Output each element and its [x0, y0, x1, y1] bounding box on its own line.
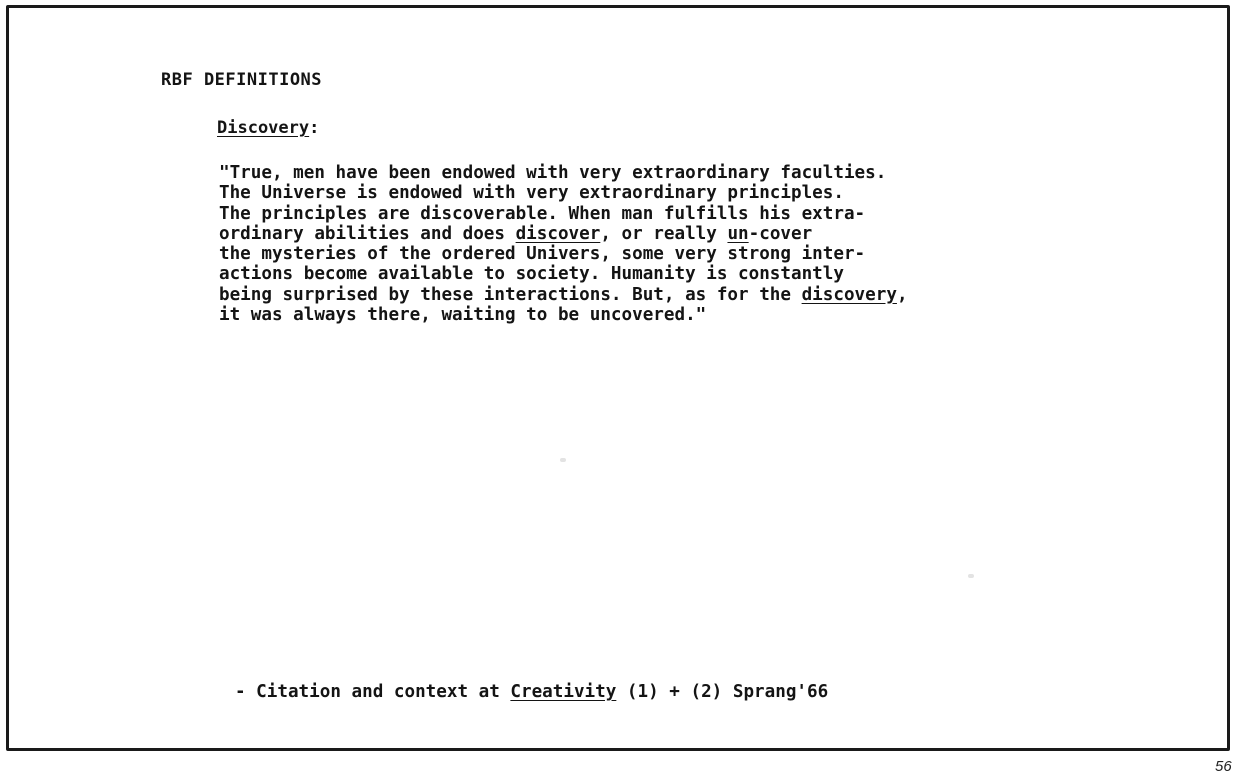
paper-speck	[560, 458, 566, 462]
citation-suffix: (1) + (2) Sprang'66	[616, 682, 829, 702]
term-colon: :	[309, 118, 320, 138]
quote-text: ordinary abilities and does	[219, 223, 516, 244]
definition-quote	[219, 163, 1179, 325]
paper-speck	[968, 574, 974, 578]
underlined-word: discovery	[801, 284, 897, 305]
quote-text: -cover	[748, 223, 813, 244]
quote-line	[219, 244, 1179, 264]
citation-prefix: - Citation and context at	[235, 682, 511, 702]
term-title	[217, 118, 319, 138]
quote-text: ,	[896, 284, 908, 305]
quote-line	[219, 305, 1179, 325]
quote-text: The Universe is endowed with very extraordinary principles.	[219, 183, 844, 204]
quote-line	[219, 224, 1179, 244]
quote-line	[219, 204, 1179, 224]
underlined-word: discover	[515, 223, 601, 244]
definition-card	[6, 5, 1230, 751]
underlined-word: un	[727, 223, 749, 244]
term-word: Discovery	[217, 118, 310, 138]
quote-line	[219, 285, 1179, 305]
quote-text: "True, men have been endowed with very extraordinary faculties.	[219, 163, 887, 183]
quote-text: , or really	[600, 223, 728, 244]
quote-line	[219, 183, 1179, 203]
quote-line	[219, 163, 1179, 183]
card-heading: RBF DEFINITIONS	[161, 70, 323, 90]
quote-text: the mysteries of the ordered Univers, some very strong inter-	[219, 244, 866, 265]
quote-line	[219, 264, 1179, 284]
quote-text: The principles are discoverable. When man fulfills his extra-	[219, 203, 866, 224]
citation-link-creativity[interactable]: Creativity	[510, 682, 617, 702]
page-number-fragment: 56	[1215, 758, 1232, 775]
quote-text: it was always there, waiting to be uncovered."	[219, 305, 707, 326]
quote-text: being surprised by these interactions. But, as for the	[219, 284, 802, 305]
citation-line	[235, 682, 828, 702]
quote-text: actions become available to society. Humanity is constantly	[219, 264, 844, 285]
